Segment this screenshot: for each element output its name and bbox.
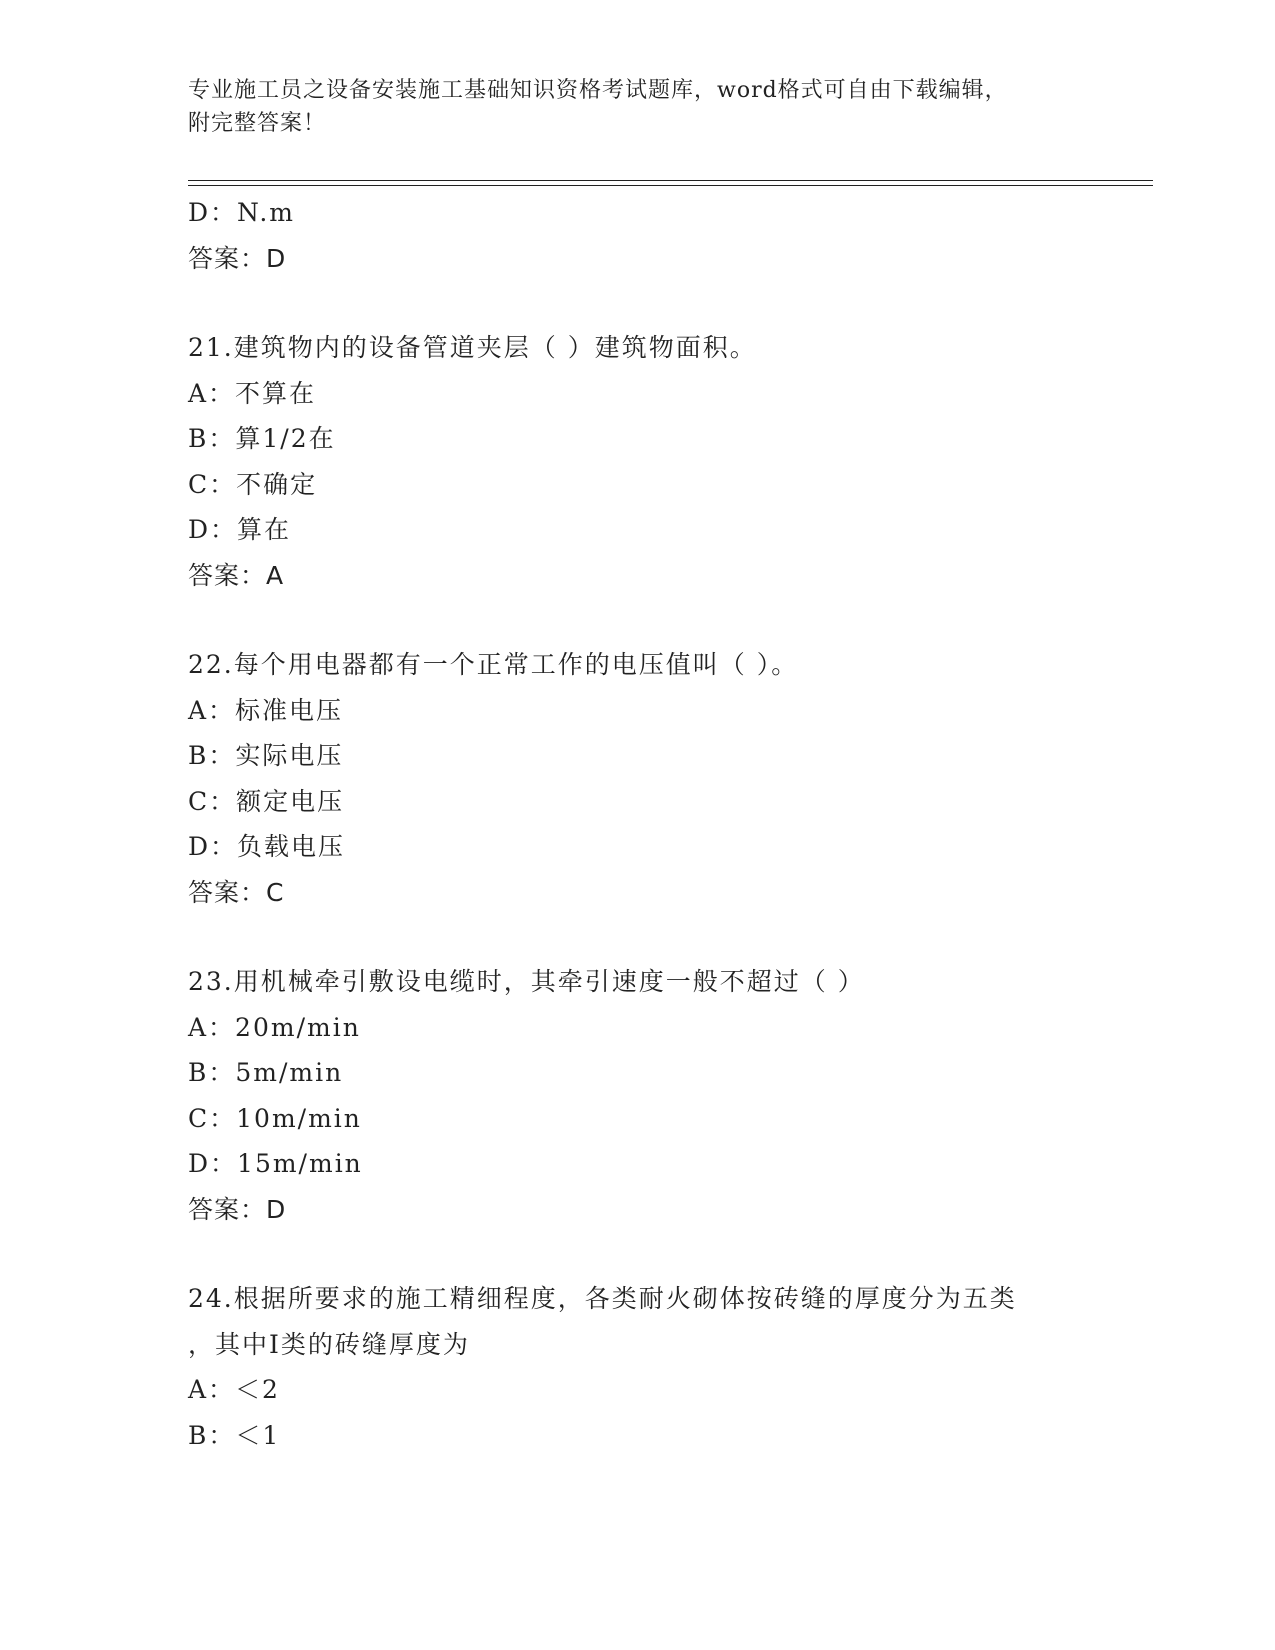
question-24 — [188, 1276, 1088, 1458]
answer-line: 答案：C — [188, 877, 285, 907]
option-b: B：5m/min — [188, 1058, 344, 1087]
option-d: D：15m/min — [188, 1149, 363, 1178]
header-line-2: 附完整答案！ — [188, 111, 327, 136]
option-c: C：额定电压 — [188, 786, 345, 816]
option-d: D：负载电压 — [188, 832, 346, 861]
option-c: C：10m/min — [188, 1103, 362, 1133]
option-b: B：实际电压 — [188, 741, 344, 770]
question-21 — [188, 325, 1088, 598]
option-a: A：20m/min — [188, 1012, 361, 1042]
option-a: A：标准电压 — [188, 695, 344, 725]
question-list — [188, 190, 1088, 1458]
question-23 — [188, 959, 1088, 1232]
question-stem: 22.每个用电器都有一个正常工作的电压值叫（ ）。 — [188, 650, 799, 679]
document-header — [188, 74, 1088, 140]
header-line-1: 专业施工员之设备安装施工基础知识资格考试题库，word格式可自由下载编辑， — [188, 78, 1008, 103]
option-a: A：＜2 — [188, 1375, 280, 1404]
header-divider-bottom — [188, 185, 1153, 186]
question-stem-line-1: 24.根据所要求的施工精细程度，各类耐火砌体按砖缝的厚度分为五类 — [188, 1284, 1017, 1313]
answer-line: 答案：D — [188, 1194, 287, 1224]
option-c: C：不确定 — [188, 469, 318, 499]
answer-line: 答案：A — [188, 560, 285, 590]
option-d: D：N.m — [188, 198, 295, 227]
question-stem-line-2: ，其中I类的砖缝厚度为 — [188, 1329, 470, 1359]
question-stem: 21.建筑物内的设备管道夹层（ ）建筑物面积。 — [188, 333, 757, 362]
option-b: B：＜1 — [188, 1420, 281, 1450]
previous-question-tail — [188, 190, 1088, 281]
option-d: D：算在 — [188, 515, 292, 544]
question-stem: 23.用机械牵引敷设电缆时，其牵引速度一般不超过（ ） — [188, 967, 865, 996]
header-divider-top — [188, 180, 1153, 181]
option-a: A：不算在 — [188, 378, 317, 408]
question-22 — [188, 642, 1088, 915]
option-b: B：算1/2在 — [188, 424, 336, 453]
answer-line: 答案：D — [188, 243, 287, 273]
